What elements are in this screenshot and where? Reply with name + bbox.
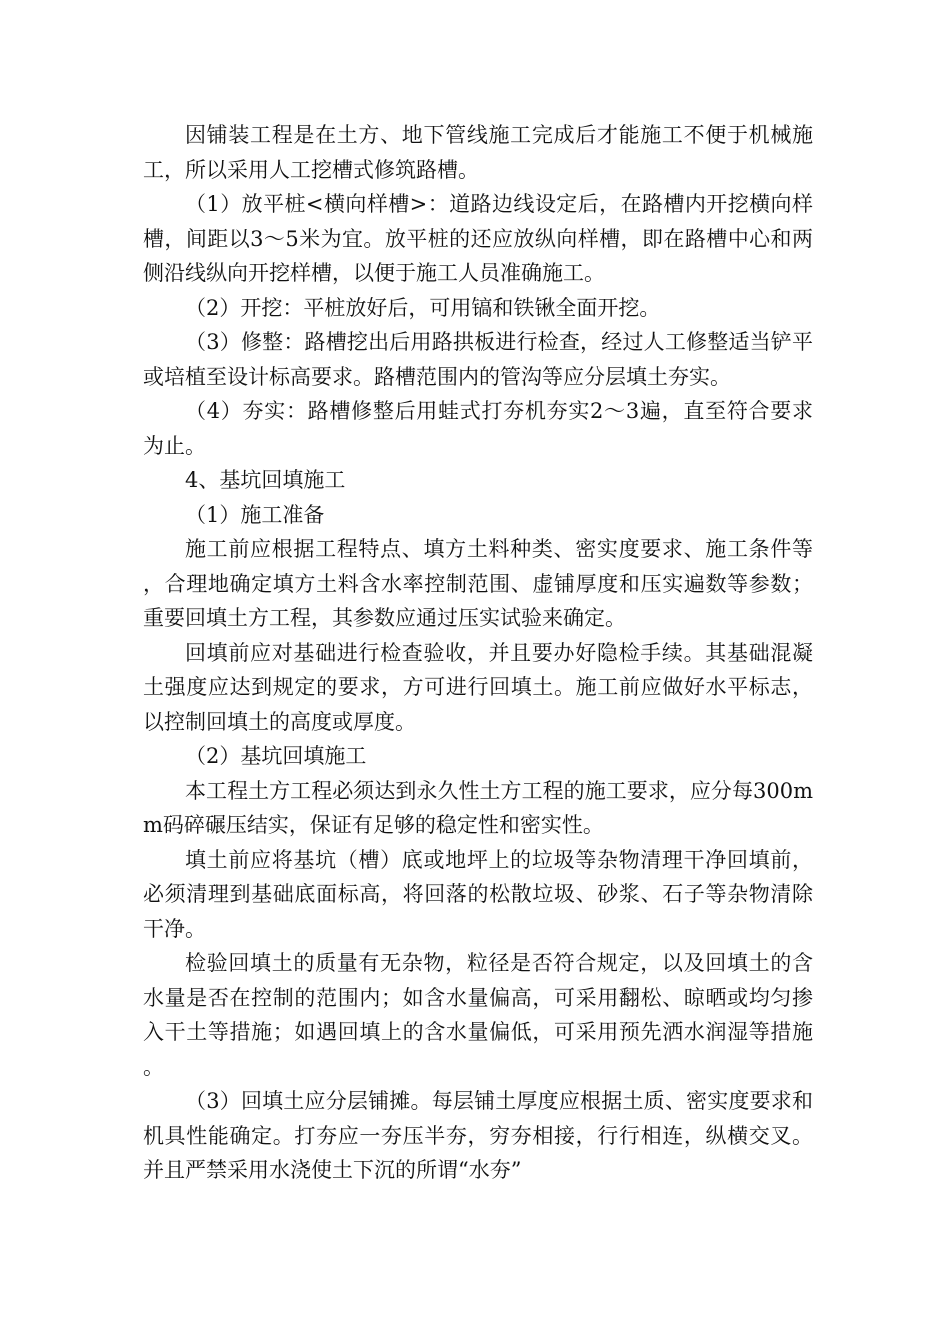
document-body: [143, 118, 813, 1188]
paragraph: 本工程土方工程必须达到永久性土方工程的施工要求，应分每300mm码碎碾压结实，保证有足够的稳定性和密实性。: [143, 778, 813, 837]
paragraph: （3）修整：路槽挖出后用路拱板进行检查，经过人工修整适当铲平或培植至设计标高要求。路槽范围内的管沟等应分层填土夯实。: [143, 330, 813, 389]
paragraph: 施工前应根据工程特点、填方土料种类、密实度要求、施工条件等，合理地确定填方土料含水率控制范围、虚铺厚度和压实遍数等参数；重要回填土方工程，其参数应通过压实试验来确定。: [143, 537, 813, 630]
subsection-heading: （2）基坑回填施工: [185, 744, 367, 768]
paragraph: 检验回填土的质量有无杂物，粒径是否符合规定，以及回填土的含水量是否在控制的范围内；如含水量偏高，可采用翻松、晾晒或均匀掺入干土等措施；如遇回填上的含水量偏低，可采用预先洒水润湿等措施。: [143, 951, 813, 1079]
paragraph: （1）放平桩<横向样槽>：道路边线设定后，在路槽内开挖横向样槽，间距以3～5米为宜。放平桩的还应放纵向样槽，即在路槽中心和两侧沿线纵向开挖样槽，以便于施工人员准确施工。: [143, 192, 813, 285]
paragraph: （2）开挖：平桩放好后，可用镐和铁锹全面开挖。: [185, 295, 661, 320]
paragraph: （3）回填土应分层铺摊。每层铺土厚度应根据土质、密实度要求和机具性能确定。打夯应一夯压半夯，穷夯相接，行行相连，纵横交叉。并且严禁采用水浇使土下沉的所谓“水夯”: [143, 1089, 813, 1182]
section-heading: 4、基坑回填施工: [185, 468, 346, 492]
paragraph: 因铺装工程是在土方、地下管线施工完成后才能施工不便于机械施工，所以采用人工挖槽式修筑路槽。: [143, 123, 813, 182]
paragraph: （4）夯实：路槽修整后用蛙式打夯机夯实2～3遍，直至符合要求为止。: [143, 399, 813, 458]
paragraph: 填土前应将基坑（槽）底或地坪上的垃圾等杂物清理干净回填前，必须清理到基础底面标高，将回落的松散垃圾、砂浆、石子等杂物清除干净。: [143, 847, 813, 941]
subsection-heading: （1）施工准备: [185, 502, 325, 527]
paragraph: 回填前应对基础进行检查验收，并且要办好隐检手续。其基础混凝土强度应达到规定的要求，方可进行回填土。施工前应做好水平标志，以控制回填土的高度或厚度。: [143, 640, 813, 734]
